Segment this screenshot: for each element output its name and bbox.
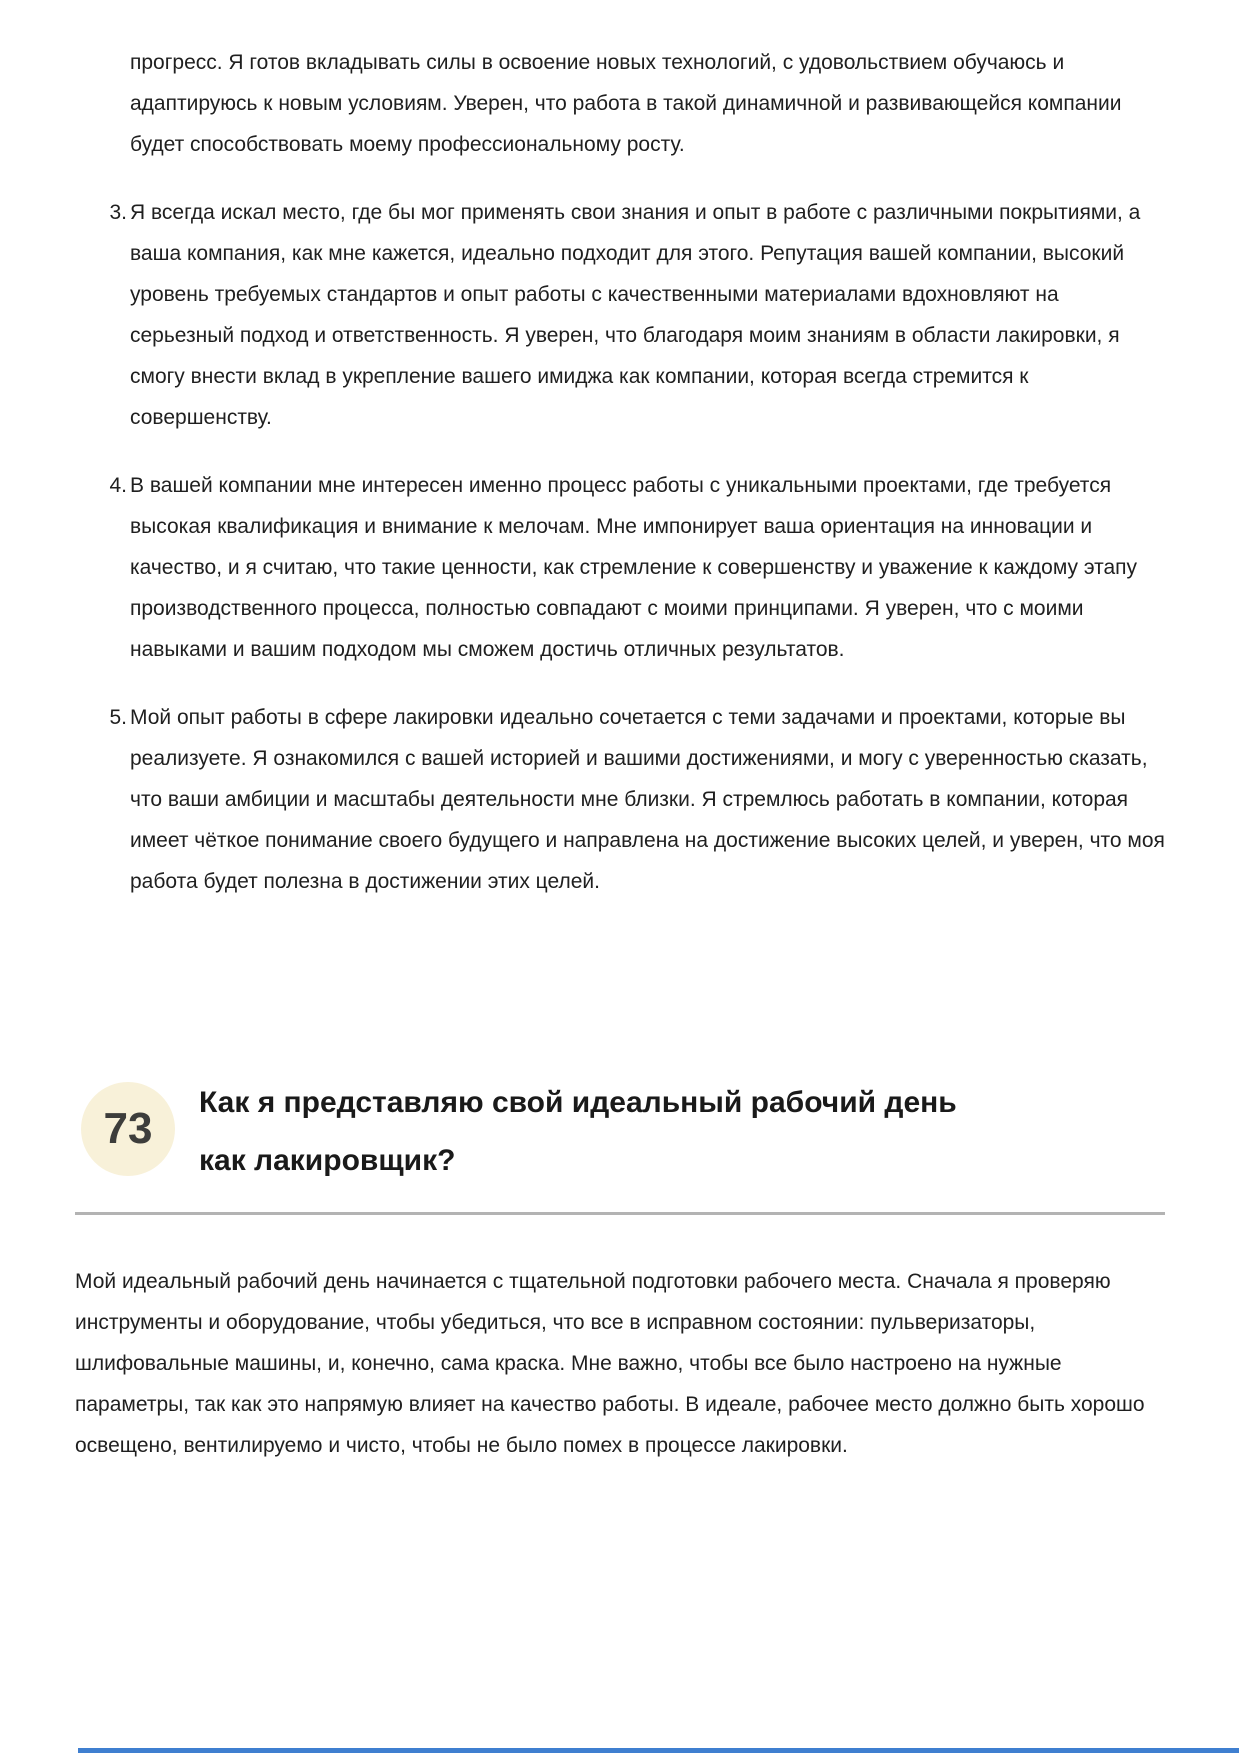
question-header — [75, 1074, 1165, 1190]
list-item — [75, 465, 1165, 670]
list-item-number: 4. — [109, 474, 127, 497]
section-divider — [75, 1212, 1165, 1215]
list-item-number: 5. — [109, 706, 127, 729]
list-item — [75, 192, 1165, 438]
question-number-badge: 73 — [81, 1082, 175, 1176]
numbered-list — [75, 192, 1165, 902]
answer-paragraph: Мой идеальный рабочий день начинается с тщательной подготовки рабочего места. Сначала я проверяю инструменты и оборудование, чтобы убедиться, что все в исправном состоянии: пульверизаторы, шлифовальные машины, и, конечно, сама краска. Мне важно, чтобы все было настроено на нужные параметры, так как это напрямую влияет на качество работы. В идеале, рабочее место должно быть хорошо освещено, вентилируемо и чисто, чтобы не было помех в процессе лакировки. — [75, 1270, 1145, 1457]
intro-paragraph: прогресс. Я готов вкладывать силы в освоение новых технологий, с удовольствием обучаюсь и адаптируюсь к новым условиям. Уверен, что работа в такой динамичной и развивающейся компании будет способствовать моему профессиональному росту. — [130, 51, 1122, 156]
question-title: Как я представляю свой идеальный рабочий день как лакировщик? — [199, 1086, 957, 1177]
list-item — [75, 697, 1165, 902]
list-item-text: В вашей компании мне интересен именно процесс работы с уникальными проектами, где требуется высокая квалификация и внимание к мелочам. Мне импонирует ваша ориентация на инновации и качество, и я считаю, что такие ценности, как стремление к совершенству и уважение к каждому этапу производственного процесса, полностью совпадают с моими принципами. Я уверен, что с моими навыками и вашим подходом мы сможем достичь отличных результатов. — [130, 474, 1138, 661]
list-item-text: Мой опыт работы в сфере лакировки идеально сочетается с теми задачами и проектами, которые вы реализуете. Я ознакомился с вашей историей и вашими достижениями, и могу с уверенностью сказать, что ваши амбиции и масштабы деятельности мне близки. Я стремлюсь работать в компании, которая имеет чёткое понимание своего будущего и направлена на достижение высоких целей, и уверен, что моя работа будет полезна в достижении этих целей. — [130, 706, 1165, 893]
bottom-blue-divider — [78, 1748, 1239, 1753]
list-item-number: 3. — [109, 201, 127, 224]
list-item-text: Я всегда искал место, где бы мог применять свои знания и опыт в работе с различными покрытиями, а ваша компания, как мне кажется, идеально подходит для этого. Репутация вашей компании, высокий уровень требуемых стандартов и опыт работы с качественными материалами вдохновляют на серьезный подход и ответственность. Я уверен, что благодаря моим знаниям в области лакировки, я смогу внести вклад в укрепление вашего имиджа как компании, которая всегда стремится к совершенству. — [130, 201, 1141, 429]
